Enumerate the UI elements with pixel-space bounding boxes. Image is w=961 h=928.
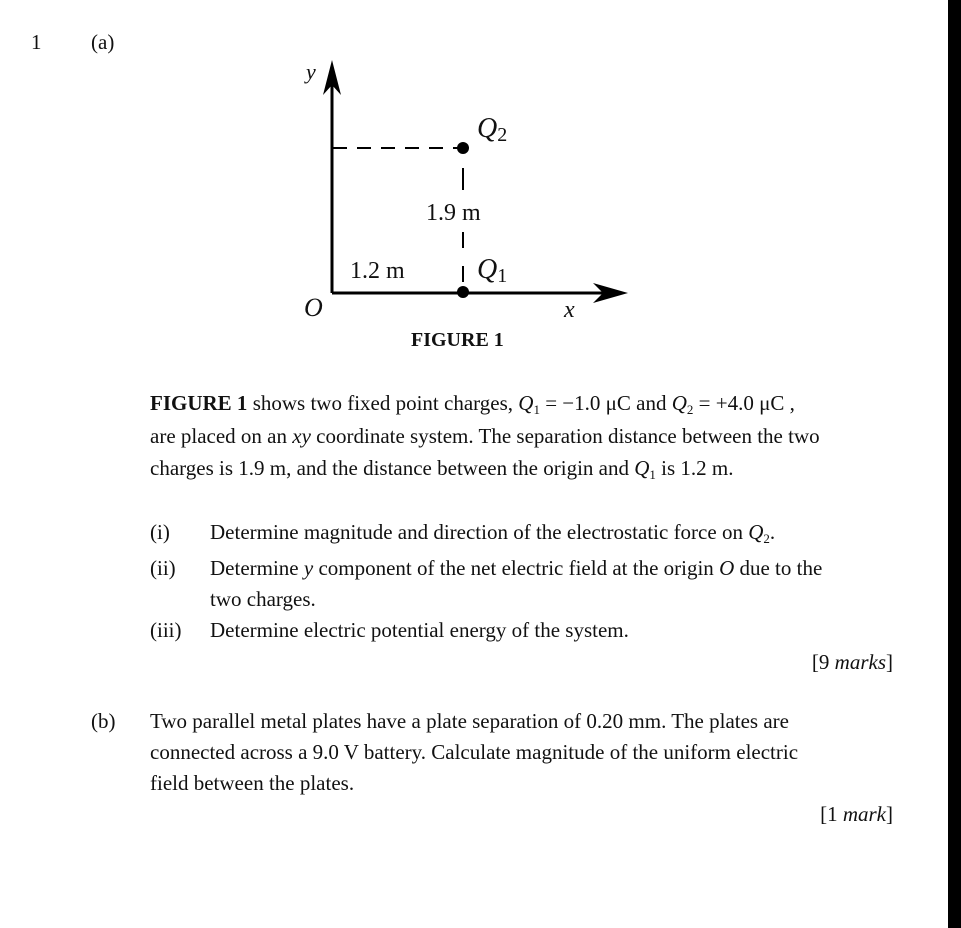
item-i-text: Determine magnitude and direction of the electrostatic force on $Q_2$. bbox=[210, 520, 776, 546]
figure-caption: FIGURE 1 bbox=[411, 329, 504, 351]
question-number: 1 bbox=[31, 30, 42, 54]
charge-q1-dot bbox=[457, 286, 469, 298]
part-a-marks: [9 marks] bbox=[811, 650, 893, 674]
x-axis-label: x bbox=[564, 297, 575, 323]
item-ii-label: (ii) bbox=[150, 556, 176, 580]
item-iii-label: (iii) bbox=[150, 618, 182, 642]
charge-q2-dot bbox=[457, 142, 469, 154]
part-b-marks: [1 mark] bbox=[820, 802, 893, 826]
vertical-distance-label: 1.9 m bbox=[426, 200, 481, 226]
q1-label: $Q_1$ bbox=[477, 254, 508, 287]
horizontal-distance-label: 1.2 m bbox=[350, 258, 405, 284]
item-ii-text-line-2: two charges. bbox=[210, 587, 316, 611]
part-a-label: (a) bbox=[91, 30, 115, 54]
part-b-line-1: Two parallel metal plates have a plate separation of 0.20 mm. The plates are bbox=[150, 709, 789, 733]
item-ii-text: Determine y component of the net electric field at the origin O due to the bbox=[210, 556, 823, 580]
paragraph-line-1: FIGURE 1 shows two fixed point charges, $Q_1 = -1.0$ μC and $Q_2 = +4.0$ μC , bbox=[150, 391, 795, 417]
paragraph-line-2: are placed on an xy coordinate system. The separation distance between the two bbox=[150, 424, 820, 448]
part-b-line-3: field between the plates. bbox=[150, 771, 355, 795]
part-b-label: (b) bbox=[91, 709, 116, 733]
y-axis-label: y bbox=[306, 59, 316, 84]
part-b-line-2: connected across a 9.0 V battery. Calculate magnitude of the uniform electric bbox=[150, 740, 799, 764]
q2-label: $Q_2$ bbox=[477, 113, 508, 146]
origin-label: O bbox=[304, 293, 323, 322]
paragraph-line-3: charges is 1.9 m, and the distance between the origin and $Q_1$ is 1.2 m. bbox=[150, 456, 734, 482]
item-i-label: (i) bbox=[150, 520, 170, 544]
item-iii-text: Determine electric potential energy of the system. bbox=[210, 618, 629, 642]
